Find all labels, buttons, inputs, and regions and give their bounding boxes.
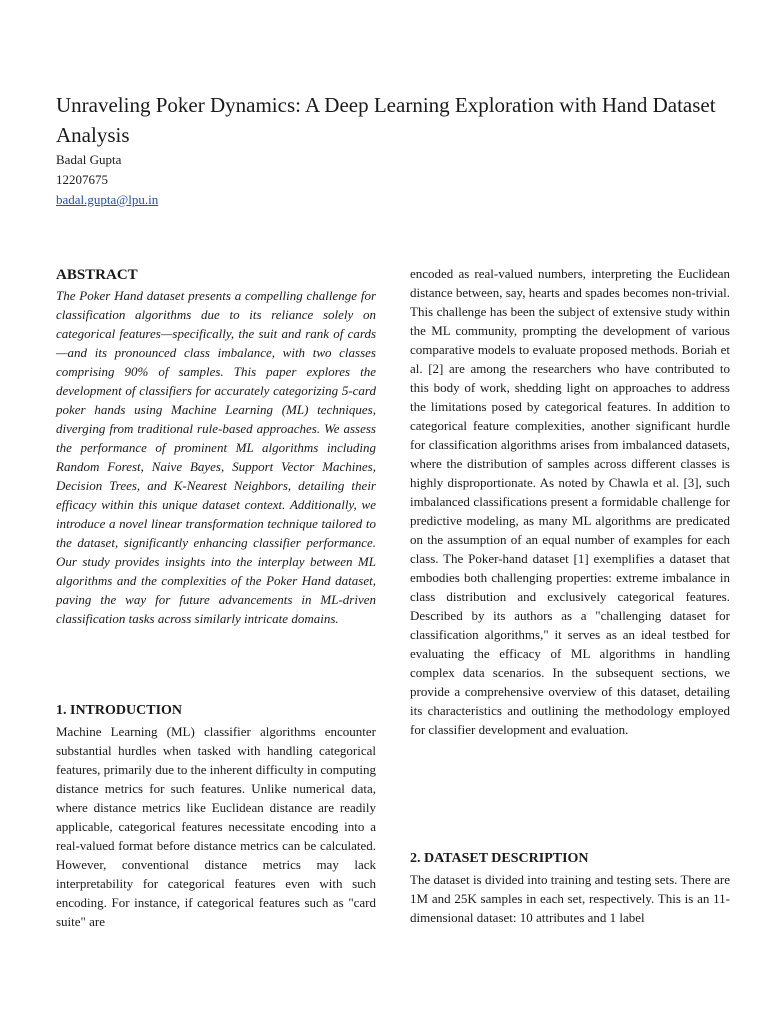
- abstract-section: [56, 264, 376, 628]
- introduction-text: Machine Learning (ML) classifier algorithms encounter substantial hurdles when tasked with handling categorical features, primarily due to the inherent difficulty in computing distance metrics for such features. Unlike numerical data, where distance metrics like Euclidean distance are readily applicable, categorical features necessitate encoding into a real-valued format before distance metrics can be calculated. However, conventional distance metrics may lack interpretability for categorical features even with such encoding. For instance, if categorical features such as "card suite" are: [56, 724, 376, 929]
- author-block: [56, 150, 456, 210]
- introduction-continuation-text: encoded as real-valued numbers, interpreting the Euclidean distance between, say, hearts and spades becomes non-trivial. This challenge has been the subject of extensive study within the ML community, prompting the development of various comparative models to evaluate proposed methods. Boriah et al. [2] are among the researchers who have contributed to this body of work, shedding light on approaches to address the limitations posed by categorical features. In addition to categorical feature complexities, another significant hurdle for classification algorithms arises from imbalanced datasets, where the distribution of samples across different classes is highly disproportionate. As noted by Chawla et al. [3], such imbalanced classifications present a formidable challenge for predictive modeling, as many ML algorithms are predicated on the assumption of an equal number of examples for each class. The Poker-hand dataset [1] exemplifies a dataset that embodies both challenging properties: extreme imbalance in class distribution and exclusively categorical features. Described by its authors as a "challenging dataset for classification algorithms," it serves as an ideal testbed for evaluating the efficacy of ML algorithms in handling complex data scenarios. In the subsequent sections, we provide a comprehensive overview of this dataset, detailing its characteristics and outlining the methodology employed for classifier development and evaluation.: [410, 266, 730, 737]
- dataset-section: [410, 848, 730, 927]
- abstract-text: The Poker Hand dataset presents a compelling challenge for classification algorithms due to its reliance solely on categorical features—specifically, the suit and rank of cards—and its pronounced class imbalance, with two classes comprising 90% of samples. This paper explores the development of classifiers for accurately categorizing 5-card poker hands using Machine Learning (ML) techniques, diverging from traditional rule-based approaches. We assess the performance of prominent ML algorithms including Random Forest, Naive Bayes, Support Vector Machines, Decision Trees, and K-Nearest Neighbors, detailing their efficacy within this unique dataset context. Additionally, we introduce a novel linear transformation technique tailored to the dataset, significantly enhancing classifier performance. Our study provides insights into the interplay between ML algorithms and the complexities of the Poker Hand dataset, paving the way for future advancements in ML-driven classification tasks across similarly intricate domains.: [56, 288, 376, 626]
- dataset-heading: 2. DATASET DESCRIPTION: [410, 851, 589, 866]
- author-email-link[interactable]: badal.gupta@lpu.in: [56, 192, 159, 207]
- introduction-heading: 1. INTRODUCTION: [56, 703, 183, 718]
- dataset-text: The dataset is divided into training and testing sets. There are 1M and 25K samples in each set, respectively. This is an 11- dimensional dataset: 10 attributes and 1 label: [410, 872, 730, 925]
- introduction-continuation: [410, 264, 730, 739]
- introduction-section: [56, 700, 376, 931]
- paper-title: Unraveling Poker Dynamics: A Deep Learning Exploration with Hand Dataset Analysis: [56, 93, 716, 147]
- author-id: 12207675: [56, 172, 108, 187]
- abstract-heading: ABSTRACT: [56, 267, 138, 283]
- author-name: Badal Gupta: [56, 152, 122, 167]
